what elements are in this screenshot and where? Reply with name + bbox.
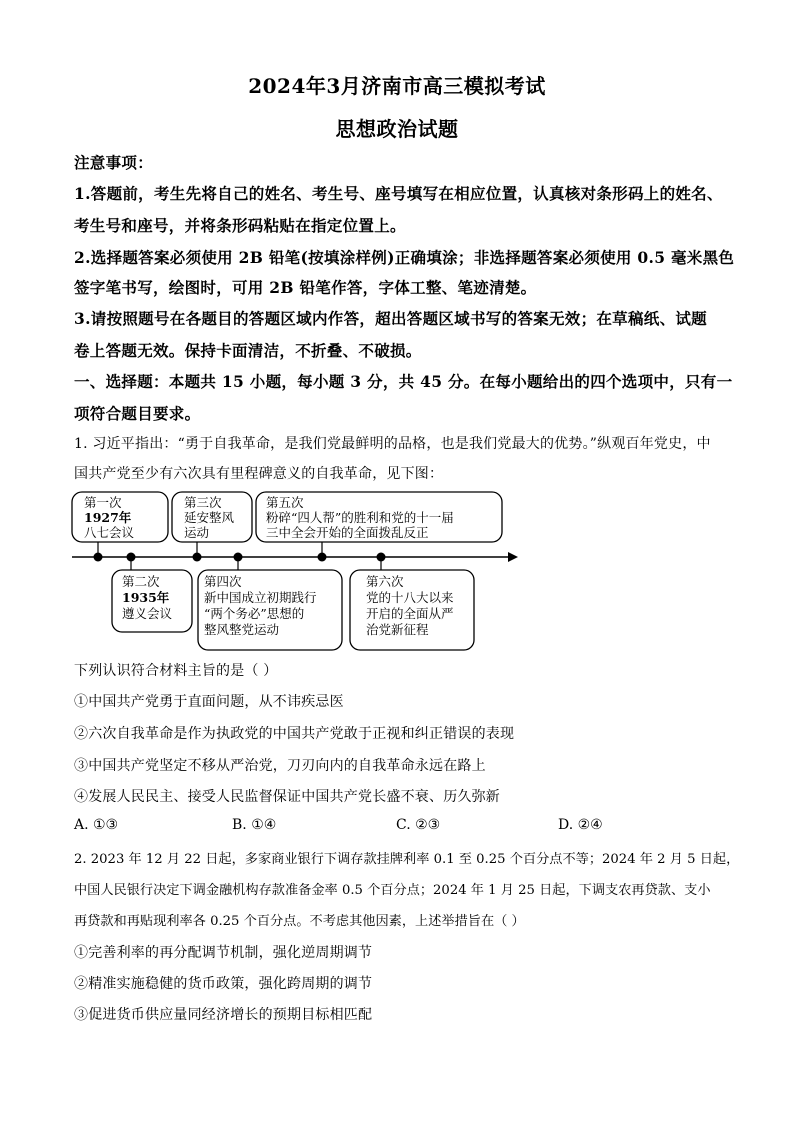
q1-statement: ②六次自我革命是作为执政党的中国共产党敢于正视和纠正错误的表现 xyxy=(74,726,515,742)
timeline-arrow-icon xyxy=(508,552,518,562)
timeline-dot xyxy=(127,553,136,562)
timeline-text: 运动 xyxy=(184,525,210,540)
q1-option-d: D. ②④ xyxy=(558,817,603,833)
timeline-text: 党的十八大以来 xyxy=(366,590,454,605)
notice-line: 考生号和座号，并将条形码粘贴在指定位置上。 xyxy=(74,216,406,235)
notice-line: 3.请按照题号在各题目的答题区域内作答，超出答题区域书写的答案无效；在草稿纸、试题 xyxy=(74,309,707,328)
timeline-text: 粉碎“四人帮”的胜利和党的十一届 xyxy=(266,510,454,525)
timeline-text: 整风整党运动 xyxy=(204,622,280,637)
q2-statement: ②精准实施稳健的货币政策，强化跨周期的调节 xyxy=(74,976,373,992)
notice-heading: 注意事项： xyxy=(74,153,154,172)
q1-option-a: A. ①③ xyxy=(74,817,119,833)
timeline-text: 第一次 xyxy=(84,495,122,510)
timeline-text: 第二次 xyxy=(122,574,160,589)
timeline-text: 第五次 xyxy=(266,495,304,510)
notice-line: 签字笔书写，绘图时，可用 2B 铅笔作答，字体工整、笔迹清楚。 xyxy=(74,278,537,297)
q1-stem: 1. 习近平指出：“勇于自我革命，是我们党最鲜明的品格，也是我们党最大的优势。”纵观百年党史，中 xyxy=(74,436,711,452)
timeline-dot xyxy=(234,553,243,562)
q1-prompt: 下列认识符合材料主旨的是（ ） xyxy=(74,663,278,679)
notice-line: 2.选择题答案必须使用 2B 铅笔(按填涂样例)正确填涂；非选择题答案必须使用 0.5 毫米黑色 xyxy=(74,248,735,267)
q1-option-b: B. ①④ xyxy=(232,817,277,833)
notice-line: 卷上答题无效。保持卡面清洁，不折叠、不破损。 xyxy=(74,341,422,360)
exam-subtitle: 思想政治试题 xyxy=(335,117,459,141)
section-heading: 一、选择题：本题共 15 小题，每小题 3 分，共 45 分。在每小题给出的四个选项中，只有一 xyxy=(74,372,733,391)
section-heading: 项符合题目要求。 xyxy=(74,404,201,423)
timeline-text: 治党新征程 xyxy=(366,622,429,637)
timeline-dot xyxy=(94,553,103,562)
timeline-text: 第四次 xyxy=(204,574,242,589)
q1-stem: 国共产党至少有六次具有里程碑意义的自我革命，见下图： xyxy=(74,466,444,482)
q1-option-c: C. ②③ xyxy=(396,817,441,833)
timeline-text: 第六次 xyxy=(366,574,404,589)
timeline-text: 1935年 xyxy=(122,590,170,605)
timeline-text: 第三次 xyxy=(184,495,222,510)
self-revolution-timeline xyxy=(60,486,530,654)
q2-stem: 再贷款和再贴现利率各 0.25 个百分点。不考虑其他因素，上述举措旨在（ ） xyxy=(74,914,525,929)
q2-statement: ①完善利率的再分配调节机制，强化逆周期调节 xyxy=(74,945,373,961)
timeline-text: 开启的全面从严 xyxy=(366,606,454,621)
timeline-dot xyxy=(318,553,327,562)
timeline-text: 三中全会开始的全面拨乱反正 xyxy=(266,525,429,540)
q2-statement: ③促进货币供应量同经济增长的预期目标相匹配 xyxy=(74,1007,373,1023)
timeline-dot xyxy=(193,553,202,562)
timeline-text: “两个务必”思想的 xyxy=(204,606,305,621)
q2-stem: 中国人民银行决定下调金融机构存款准备金率 0.5 个百分点；2024 年 1 月 25 日起，下调支农再贷款、支小 xyxy=(74,883,711,898)
q1-statement: ④发展人民民主、接受人民监督保证中国共产党长盛不衰、历久弥新 xyxy=(74,789,500,805)
timeline-text: 新中国成立初期践行 xyxy=(204,590,317,605)
timeline-dot xyxy=(377,553,386,562)
timeline-text: 遵义会议 xyxy=(122,606,173,621)
exam-title: 2024年3月济南市高三模拟考试 xyxy=(248,74,546,98)
timeline-text: 1927年 xyxy=(84,510,132,525)
timeline-text: 八七会议 xyxy=(84,525,135,540)
q1-statement: ③中国共产党坚定不移从严治党，刀刃向内的自我革命永远在路上 xyxy=(74,758,486,774)
notice-line: 1.答题前，考生先将自己的姓名、考生号、座号填写在相应位置，认真核对条形码上的姓名、 xyxy=(74,184,723,203)
timeline-text: 延安整风 xyxy=(184,510,235,525)
q1-statement: ①中国共产党勇于直面问题，从不讳疾忌医 xyxy=(74,694,344,710)
q2-stem: 2. 2023 年 12 月 22 日起，多家商业银行下调存款挂牌利率 0.1 至 0.25 个百分点不等；2024 年 2 月 5 日起， xyxy=(74,852,740,867)
